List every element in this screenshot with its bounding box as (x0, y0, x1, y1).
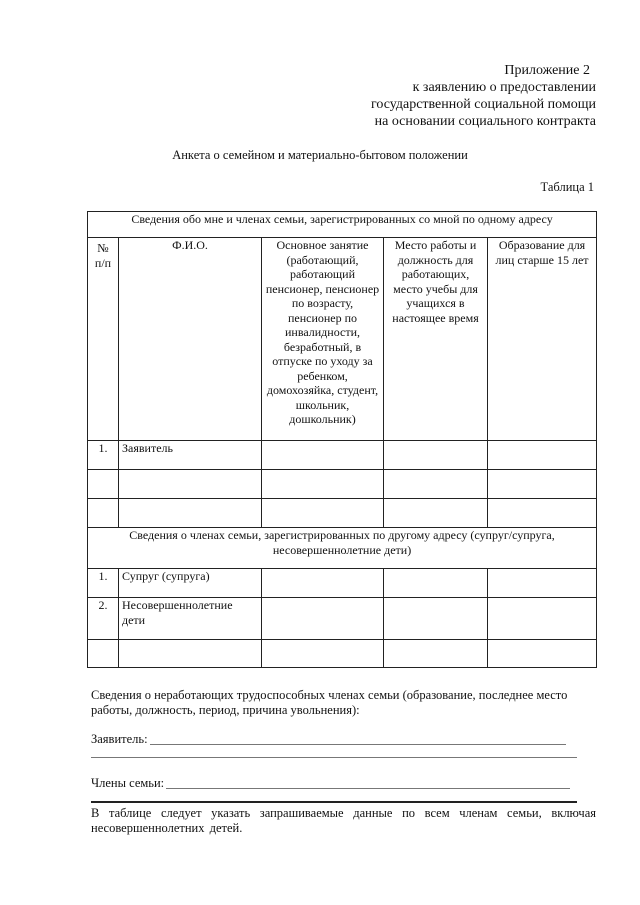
header-num: № п/п (88, 238, 119, 441)
cell-occupation[interactable] (262, 569, 384, 598)
cell-workplace[interactable] (384, 499, 488, 528)
table-note: В таблице следует указать запрашиваемые данные по всем членам семьи, включая несовершеннолетних детей. (91, 806, 596, 835)
appendix-line-1: Приложение 2 (504, 63, 590, 78)
header-workplace: Место работы и должность для работающих, место учебы для учащихся в настоящее время (384, 238, 488, 441)
cell-education[interactable] (488, 569, 597, 598)
row-num: 1. (88, 569, 119, 598)
cell-workplace[interactable] (384, 640, 488, 668)
table-row (88, 499, 597, 528)
table-header-row (88, 238, 597, 441)
form-title: Анкета о семейном и материально-бытовом положении (172, 148, 468, 162)
appendix-header (371, 62, 596, 130)
header-education: Образование для лиц старше 15 лет (488, 238, 597, 441)
cell-workplace[interactable] (384, 441, 488, 470)
cell-occupation[interactable] (262, 470, 384, 499)
row-num: 2. (88, 598, 119, 640)
applicant-line-2[interactable] (91, 757, 577, 758)
table-label: Таблица 1 (540, 180, 594, 194)
family-line[interactable] (166, 776, 570, 789)
family-line-2[interactable] (91, 801, 577, 803)
cell-education[interactable] (488, 499, 597, 528)
cell-num[interactable] (88, 640, 119, 668)
table-row (88, 598, 597, 640)
family-field[interactable] (91, 776, 596, 791)
header-name: Ф.И.О. (119, 238, 262, 441)
appendix-line-4: на основании социального контракта (374, 114, 596, 129)
cell-workplace[interactable] (384, 598, 488, 640)
table-row (88, 470, 597, 499)
unemployed-info-text: Сведения о неработающих трудоспособных членах семьи (образование, последнее место работы, должность, период, причина увольнения): (91, 688, 568, 717)
row-name: Супруг (супруга) (119, 569, 262, 598)
family-info-table (87, 211, 597, 668)
row-name: Заявитель (119, 441, 262, 470)
appendix-line-2: к заявлению о предоставлении (412, 80, 596, 95)
section-2-title: Сведения о членах семьи, зарегистрированных по другому адресу (супруг/супруга, несовершеннолетние дети) (88, 528, 597, 569)
cell-name[interactable] (119, 640, 262, 668)
cell-workplace[interactable] (384, 470, 488, 499)
applicant-label: Заявитель: (91, 732, 148, 746)
cell-workplace[interactable] (384, 569, 488, 598)
cell-name[interactable] (119, 499, 262, 528)
applicant-field[interactable] (91, 732, 596, 747)
section-header-other-address (88, 528, 597, 569)
table-row (88, 569, 597, 598)
row-name: Несовершеннолетние дети (119, 598, 262, 640)
section-header-same-address (88, 212, 597, 238)
row-num: 1. (88, 441, 119, 470)
table-row (88, 640, 597, 668)
cell-num[interactable] (88, 499, 119, 528)
cell-occupation[interactable] (262, 598, 384, 640)
cell-num[interactable] (88, 470, 119, 499)
cell-education[interactable] (488, 640, 597, 668)
cell-education[interactable] (488, 598, 597, 640)
table-row (88, 441, 597, 470)
cell-occupation[interactable] (262, 640, 384, 668)
cell-occupation[interactable] (262, 441, 384, 470)
family-label: Члены семьи: (91, 776, 165, 790)
cell-name[interactable] (119, 470, 262, 499)
appendix-line-3: государственной социальной помощи (370, 97, 596, 112)
section-1-title: Сведения обо мне и членах семьи, зарегистрированных со мной по одному адресу (88, 212, 597, 238)
cell-occupation[interactable] (262, 499, 384, 528)
cell-education[interactable] (488, 470, 597, 499)
cell-education[interactable] (488, 441, 597, 470)
header-occupation: Основное занятие (работающий, работающий пенсионер, пенсионер по возрасту, пенсионер по инвалидности, безработный, в отпуске по уходу за ребенком, домохозяйка, студент, школьник, дошкольник) (262, 238, 384, 441)
applicant-line[interactable] (150, 732, 566, 745)
